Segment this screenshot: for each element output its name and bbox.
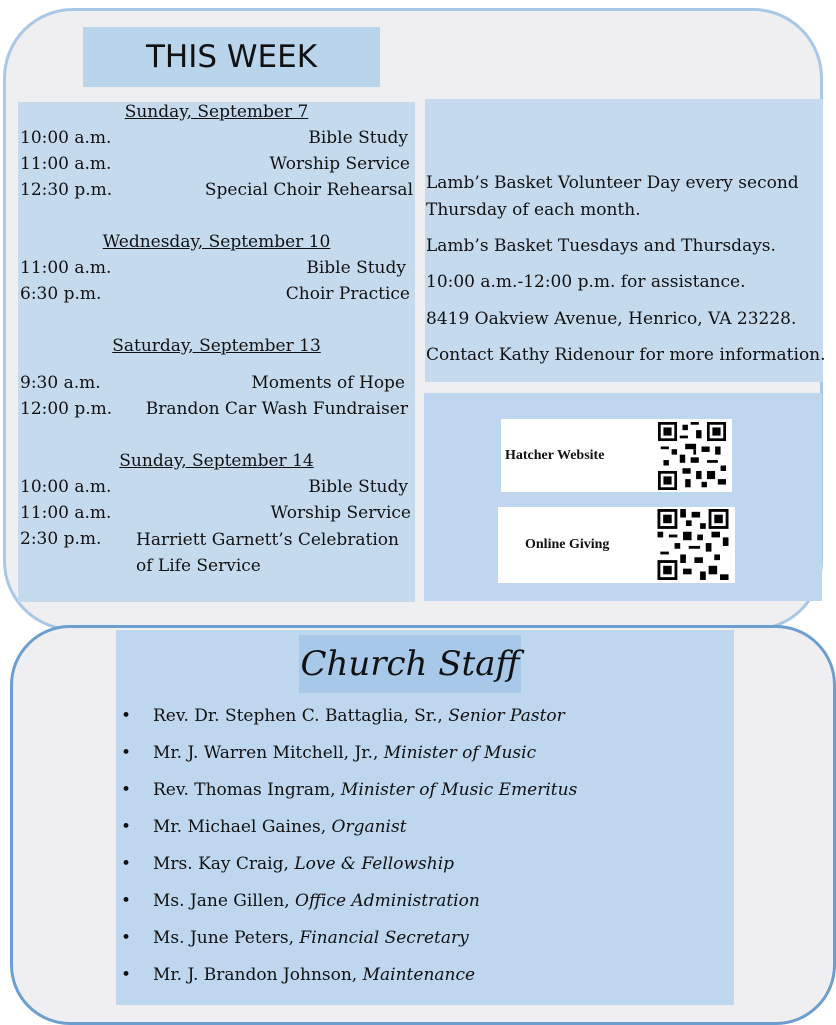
staff-role: Minister of Music: [383, 743, 537, 763]
staff-name: Rev. Dr. Stephen C. Battaglia, Sr.,: [153, 706, 449, 726]
event-name: Harriett Garnett’s Celebration of Life Service: [136, 530, 399, 576]
event-name: Moments of Hope: [251, 373, 405, 393]
list-item: [116, 926, 577, 963]
event-name: Bible Study: [308, 128, 408, 148]
qr-label: Hatcher Website: [505, 447, 605, 463]
info-line: 10:00 a.m.-12:00 p.m. for assistance.: [426, 272, 746, 292]
weekly-schedule: [18, 102, 415, 602]
staff-name: Mr. J. Brandon Johnson,: [153, 965, 363, 985]
staff-role: Minister of Music Emeritus: [340, 780, 578, 800]
info-line: Thursday of each month.: [426, 200, 641, 220]
event-time: 6:30 p.m.: [20, 284, 102, 304]
staff-name: Ms. Jane Gillen,: [153, 891, 296, 911]
list-item: [116, 741, 577, 778]
hatcher-website-link[interactable]: [501, 419, 732, 492]
church-staff-title: Church Staff: [299, 635, 521, 693]
list-item: [116, 815, 577, 852]
event-time: 10:00 a.m.: [20, 128, 112, 148]
event-name: Brandon Car Wash Fundraiser: [145, 399, 408, 419]
staff-list: [116, 704, 577, 1000]
event-time: 12:30 p.m.: [20, 180, 113, 200]
event-time: 12:00 p.m.: [20, 399, 113, 419]
info-line: Lamb’s Basket Volunteer Day every second: [426, 173, 799, 193]
event-time: 2:30 p.m.: [20, 529, 102, 549]
staff-role: Senior Pastor: [448, 706, 565, 726]
day-heading: Wednesday, September 10: [102, 232, 331, 252]
event-time: 9:30 a.m.: [20, 373, 101, 393]
event-name: Worship Service: [269, 154, 410, 174]
staff-name: Mrs. Kay Craig,: [153, 854, 295, 874]
this-week-title: THIS WEEK: [83, 27, 380, 87]
staff-role: Organist: [331, 817, 407, 837]
event-name: Bible Study: [308, 477, 408, 497]
event-name: Special Choir Rehearsal: [204, 180, 413, 200]
list-item: [116, 778, 577, 815]
online-giving-link[interactable]: [498, 507, 735, 583]
staff-role: Office Administration: [295, 891, 480, 911]
event-name: Choir Practice: [285, 284, 410, 304]
lambs-basket-info: [425, 99, 826, 382]
day-heading: Sunday, September 7: [124, 102, 309, 122]
event-time: 11:00 a.m.: [20, 258, 112, 278]
staff-role: Maintenance: [362, 965, 476, 985]
list-item: [116, 852, 577, 889]
info-line: Lamb’s Basket Tuesdays and Thursdays.: [426, 236, 776, 256]
qr-links-panel: [424, 393, 822, 601]
staff-role: Love & Fellowship: [294, 854, 455, 874]
staff-name: Mr. J. Warren Mitchell, Jr.,: [153, 743, 384, 763]
staff-role: Financial Secretary: [299, 928, 469, 948]
day-heading: Saturday, September 13: [112, 336, 321, 356]
qr-label: Online Giving: [525, 537, 610, 552]
list-item: [116, 963, 577, 1000]
staff-name: Rev. Thomas Ingram,: [153, 780, 341, 800]
qr-code-icon[interactable]: [655, 422, 729, 490]
list-item: [116, 889, 577, 926]
qr-code-icon[interactable]: [653, 509, 733, 580]
event-name: Worship Service: [270, 503, 411, 523]
info-line: Contact Kathy Ridenour for more information.: [426, 345, 826, 365]
staff-name: Ms. June Peters,: [153, 928, 300, 948]
event-time: 11:00 a.m.: [20, 154, 112, 174]
event-name: Bible Study: [306, 258, 406, 278]
info-line: 8419 Oakview Avenue, Henrico, VA 23228.: [426, 309, 797, 329]
event-time: 10:00 a.m.: [20, 477, 112, 497]
list-item: [116, 704, 577, 741]
staff-name: Mr. Michael Gaines,: [153, 817, 332, 837]
day-heading: Sunday, September 14: [119, 451, 314, 471]
event-time: 11:00 a.m.: [20, 503, 112, 523]
